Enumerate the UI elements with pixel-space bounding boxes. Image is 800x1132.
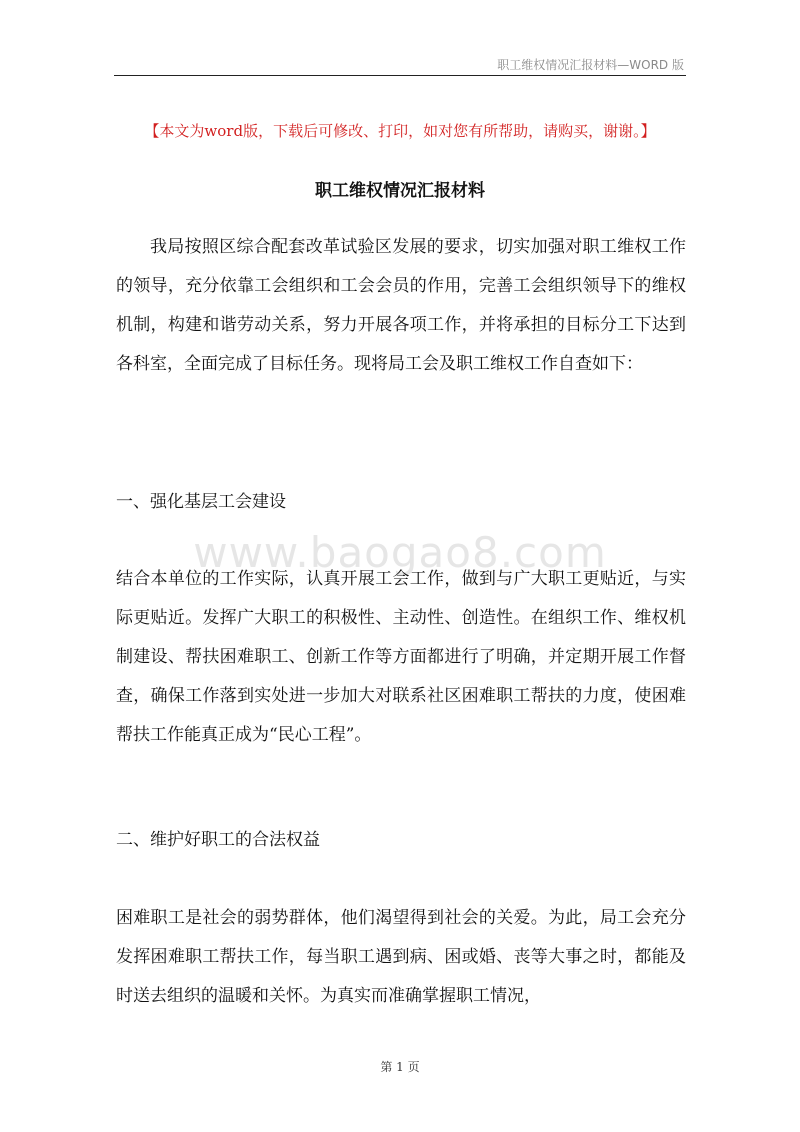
section-body-2: 困难职工是社会的弱势群体，他们渴望得到社会的关爱。为此，局工会充分发挥困难职工帮扶工作，每当职工遇到病、困或婚、丧等大事之时，都能及时送去组织的温暖和关怀。为真实而准确掌握职工情况， — [116, 908, 686, 1006]
header-divider — [114, 75, 686, 76]
section-heading-2: 二、维护好职工的合法权益 — [116, 830, 320, 850]
section-heading-1: 一、强化基层工会建设 — [116, 492, 286, 512]
purchase-notice: 【本文为word版，下载后可修改、打印，如对您有所帮助，请购买，谢谢。】 — [144, 122, 656, 140]
intro-paragraph: 我局按照区综合配套改革试验区发展的要求，切实加强对职工维权工作的领导，充分依靠工会组织和工会会员的作用，完善工会组织领导下的维权机制，构建和谐劳动关系，努力开展各项工作，并将承担的目标分工下达到各科室，全面完成了目标任务。现将局工会及职工维权工作自查如下： — [116, 237, 686, 374]
section-body-1: 结合本单位的工作实际，认真开展工会工作，做到与广大职工更贴近，与实际更贴近。发挥广大职工的积极性、主动性、创造性。在组织工作、维权机制建设、帮扶困难职工、创新工作等方面都进行了明确，并定期开展工作督查，确保工作落到实处进一步加大对联系社区困难职工帮扶的力度，使困难帮扶工作能真正成为“民心工程”。 — [116, 569, 686, 745]
page-number: 第 1 页 — [380, 1060, 420, 1074]
document-title: 职工维权情况汇报材料 — [315, 181, 485, 201]
running-header: 职工维权情况汇报材料—WORD 版 — [497, 58, 684, 72]
watermark: www.baogao8.com — [193, 528, 607, 577]
